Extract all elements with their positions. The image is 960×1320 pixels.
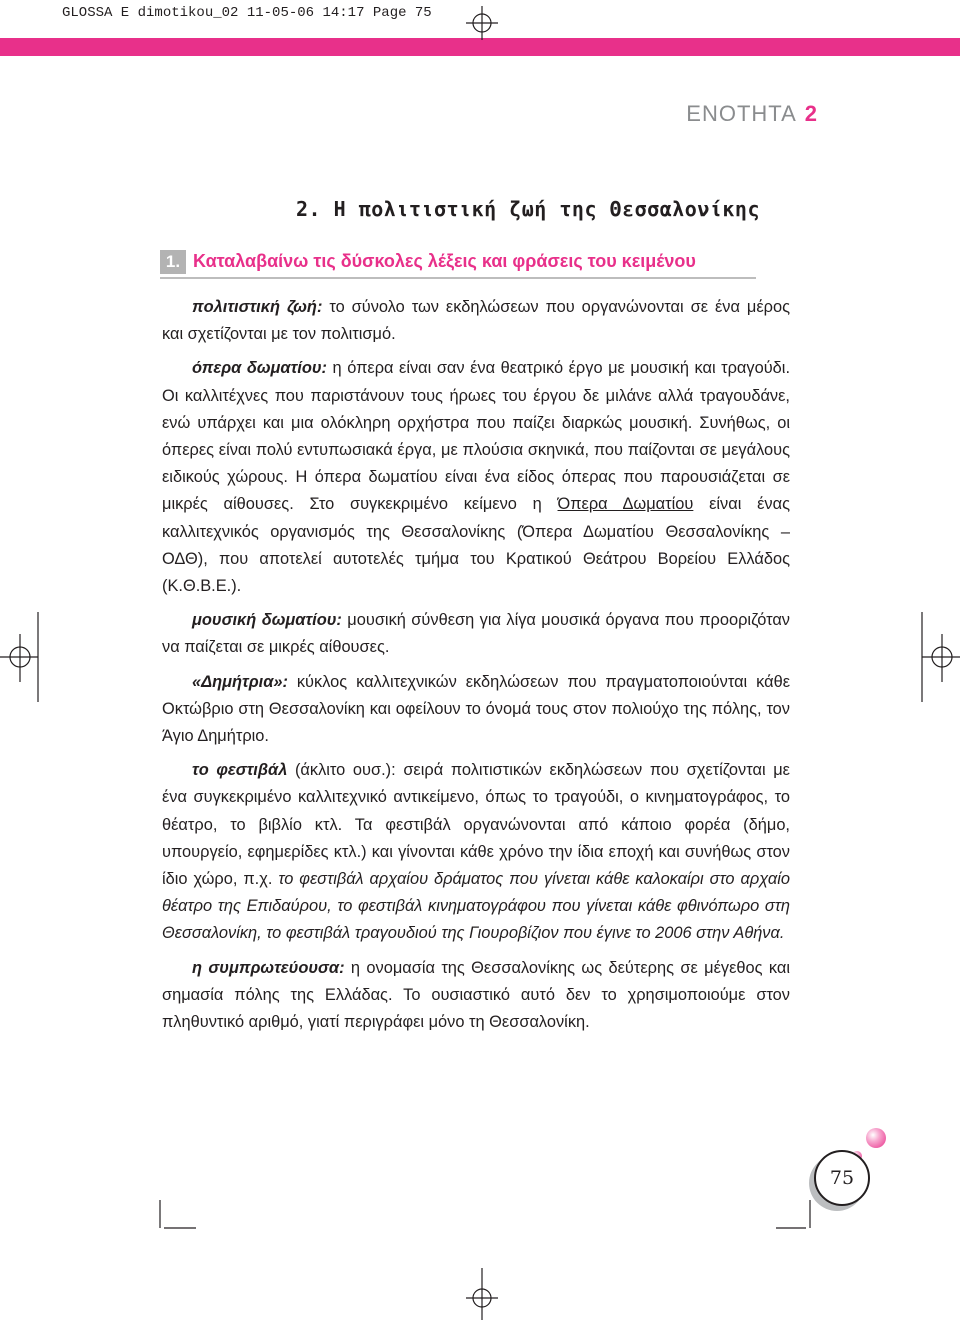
unit-header bbox=[686, 101, 818, 127]
glossary-term: όπερα δωματίου: bbox=[192, 359, 328, 378]
glossary-examples: το φεστιβάλ αρχαίου δράματος που γίνεται κάθε καλοκαίρι στο αρχαίο θέατρο της Επιδαύρου, το φεστιβάλ κινηματογράφου που γίνεται κάθε φθινόπωρο στη Θεσσαλονίκη, το φεστιβάλ τραγουδιού της Γιουροβίζιον που έγινε το 2006 στην Αθήνα. bbox=[162, 870, 790, 943]
glossary-definition: μουσική σύνθεση για λίγα μουσικά όργανα που προοριζόταν να παίζεται σε μικρές αίθουσες. bbox=[162, 611, 790, 657]
crop-mark-bottom-left-icon bbox=[140, 1200, 200, 1260]
glossary-term: η συμπρωτεύουσα: bbox=[192, 958, 345, 977]
section-underline bbox=[160, 277, 756, 279]
printer-slug bbox=[62, 5, 432, 21]
glossary-entry bbox=[162, 757, 790, 947]
glossary-definition: η ονομασία της Θεσσαλονίκης ως δεύτερης σε μέγεθος και σημασία πόλης της Ελλάδας. Το ουσιαστικό αυτό δεν το χρησιμοποιούμε στον πληθυντικό αριθμό, γιατί περιγράφει μόνο τη Θεσσαλονίκη. bbox=[162, 958, 790, 1032]
underlined-name: Όπερα Δωματίου bbox=[557, 495, 694, 514]
registration-mark-right-icon bbox=[920, 612, 960, 702]
glossary-entry bbox=[162, 669, 790, 751]
glossary-body bbox=[162, 294, 790, 1036]
slug-file: GLOSSA E dimotikou_02 bbox=[62, 5, 239, 21]
slug-time: 14:17 bbox=[322, 5, 365, 21]
decorative-ball-large bbox=[866, 1128, 886, 1148]
registration-mark-left-icon bbox=[0, 612, 40, 702]
glossary-definition: το σύνολο των εκδηλώσεων που οργανώνονται σε ένα μέρος και σχετίζονται με τον πολιτισμό. bbox=[162, 298, 790, 344]
glossary-term: «Δημήτρια»: bbox=[192, 672, 288, 691]
glossary-definition: κύκλος καλλιτεχνικών εκδηλώσεων που πραγματοποιούνται κάθε Οκτώβριο στη Θεσσαλονίκη και οφείλουν το όνομά τους στον πολιούχο της πόλης, τον Άγιο Δημήτριο. bbox=[162, 672, 790, 746]
glossary-entry bbox=[162, 607, 790, 661]
registration-mark-top-icon bbox=[462, 6, 502, 46]
registration-mark-bottom-icon bbox=[462, 1268, 502, 1320]
glossary-entry bbox=[162, 294, 790, 348]
glossary-entry bbox=[162, 955, 790, 1037]
section-title: Καταλαβαίνω τις δύσκολες λέξεις και φράσεις του κειμένου bbox=[193, 251, 696, 271]
page-number: 75 bbox=[814, 1150, 870, 1206]
unit-word: ΕΝΟΤΗΤΑ bbox=[686, 101, 797, 126]
chapter-title: 2. Η πολιτιστική ζωή της Θεσσαλονίκης bbox=[296, 197, 761, 221]
glossary-entry bbox=[162, 355, 790, 600]
slug-page: Page 75 bbox=[372, 5, 432, 21]
glossary-definition: : σειρά πολιτιστικών εκδηλώσεων που σχετίζονται με ένα συγκεκριμένο καλλιτεχνικό αντικείμενο, όπως το τραγούδι, ο κινηματογράφος, το θέατρο, το βιβλίο κτλ. Τα φεστιβάλ οργανώνονται από κάποιο φορέα (δήμο, υπουργείο, εφημερίδες κτλ.) και γίνονται κάθε χρόνο την ίδια εποχή και συνήθως στον ίδιο χώρο, π.χ. bbox=[162, 761, 790, 889]
glossary-definition-cont: είναι ένας καλλιτεχνικός οργανισμός της Θεσσαλονίκης (Όπερα Δωματίου Θεσσαλονίκης – ΟΔΘ), που αποτελεί αυτοτελές τμήμα του Κρατικού Θεάτρου Βορείου Ελλάδος (Κ.Θ.Β.Ε.). bbox=[162, 495, 790, 596]
slug-date: 11-05-06 bbox=[246, 5, 315, 21]
section-number: 1. bbox=[160, 250, 186, 274]
glossary-term: μουσική δωματίου: bbox=[192, 611, 342, 630]
glossary-term: το φεστιβάλ bbox=[192, 761, 288, 780]
glossary-definition: η όπερα είναι σαν ένα θεατρικό έργο με μουσική και τραγούδι. Οι καλλιτέχνες που παριστάνουν τους ήρωες του έργου δε μιλάνε αλλά τραγουδάνε, ενώ υπάρχει και μια ολόκληρη ορχήστρα που παίζει διαρκώς μουσική. Συνήθως, οι όπερες είναι πολύ εντυπωσιακά έργα, με πλούσια σκηνικά, που παίζονται σε μεγάλους ειδικούς χώρους. Η όπερα δωματίου είναι ένα είδος όπερας που παρουσιάζεται σε μικρές αίθουσες. Στο συγκεκριμένο κείμενο η bbox=[162, 359, 791, 514]
crop-mark-bottom-right-icon bbox=[776, 1200, 836, 1260]
section-heading bbox=[160, 250, 756, 278]
unit-number: 2 bbox=[804, 101, 818, 126]
glossary-note: (άκλιτο ουσ.) bbox=[287, 761, 392, 780]
glossary-term: πολιτιστική ζωή: bbox=[192, 298, 323, 316]
